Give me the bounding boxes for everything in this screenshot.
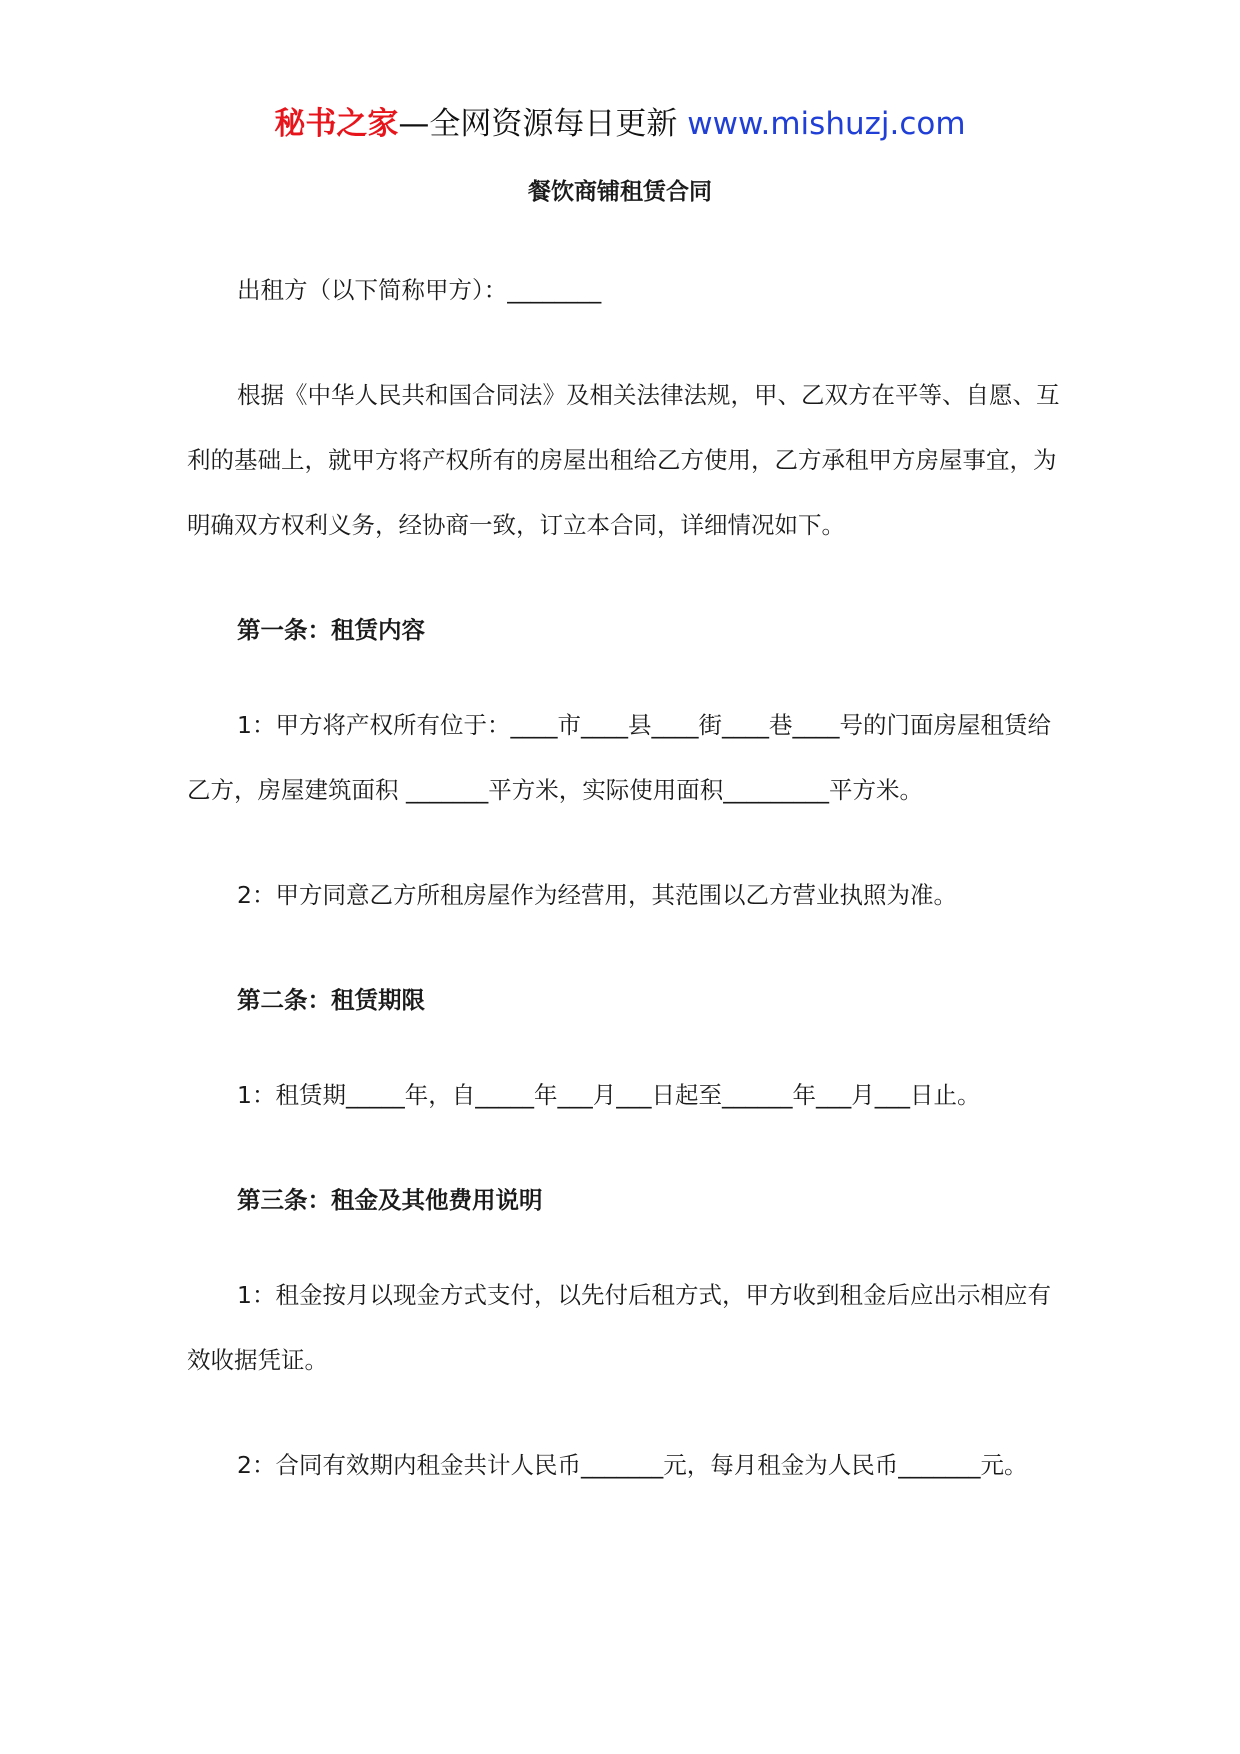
site-header — [0, 100, 1240, 148]
document-title: 餐饮商铺租赁合同 — [528, 179, 712, 205]
site-url[interactable]: www.mishuzj.com — [687, 106, 966, 142]
article-1-clause-2: 2：甲方同意乙方所租房屋作为经营用，其范围以乙方营业执照为准。 — [237, 881, 957, 909]
article-3-clause-2: 2：合同有效期内租金共计人民币_______元，每月租金为人民币_______元。 — [237, 1451, 1028, 1479]
article-2-clause-1: 1：租赁期_____年，自_____年___月___日起至______年___月___日止。 — [237, 1081, 981, 1109]
article-2-heading: 第二条：租赁期限 — [237, 986, 425, 1014]
article-3-heading: 第三条：租金及其他费用说明 — [237, 1186, 543, 1214]
article-1-clause-1: 1：甲方将产权所有位于：____市____县____街____巷____号的门面房屋租赁给乙方，房屋建筑面积 _______平方米，实际使用面积_________平方米。 — [187, 711, 1051, 804]
preamble-paragraph: 根据《中华人民共和国合同法》及相关法律法规，甲、乙双方在平等、自愿、互利的基础上，就甲方将产权所有的房屋出租给乙方使用，乙方承租甲方房屋事宜，为明确双方权利义务，经协商一致，订立本合同，详细情况如下。 — [187, 381, 1060, 539]
header-slogan: —全网资源每日更新 — [398, 106, 688, 142]
document-body — [187, 258, 1067, 1538]
article-3-clause-1: 1：租金按月以现金方式支付，以先付后租方式，甲方收到租金后应出示相应有效收据凭证。 — [187, 1281, 1051, 1374]
brand-name: 秘书之家 — [274, 106, 399, 142]
article-1-heading: 第一条：租赁内容 — [237, 616, 425, 644]
lessor-line: 出租方（以下简称甲方）：________ — [237, 276, 602, 304]
